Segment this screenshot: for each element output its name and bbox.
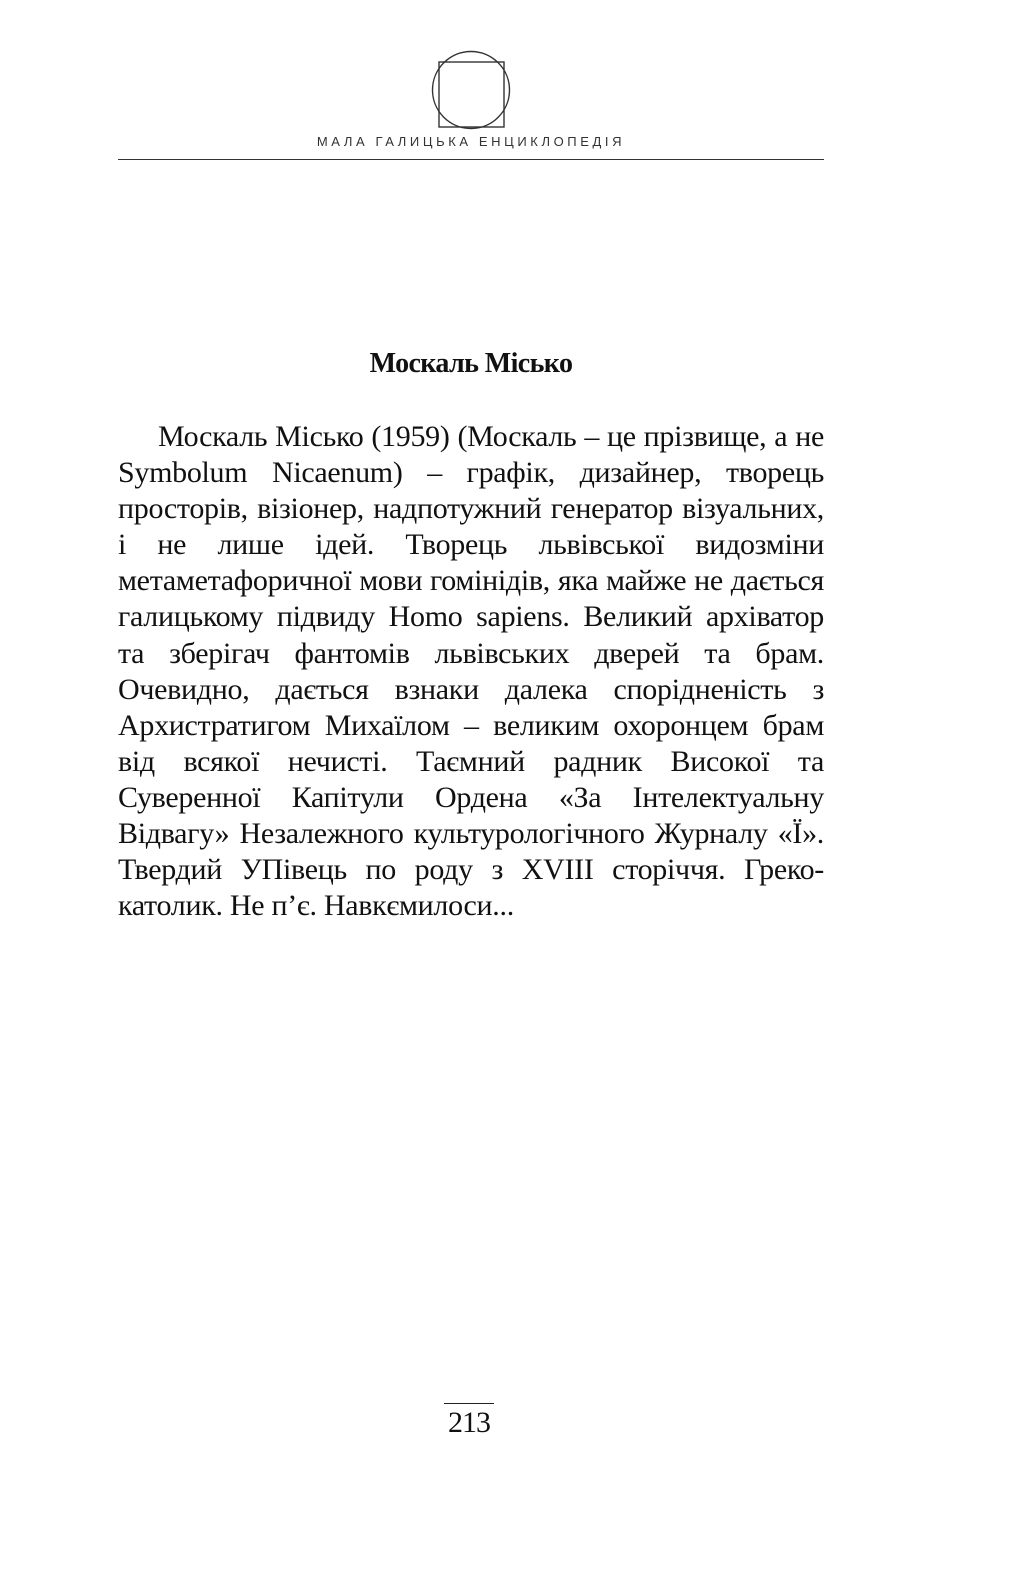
circle-square-emblem-icon <box>431 50 511 130</box>
entry-body: Москаль Місько (1959) (Москаль – це прізвище, а не Symbolum Nicaenum) – графік, дизайнер, творець просторів, візіонер, надпотужний генератор візуальних, і не лише ідей. Творець львівської видозміни метаметафоричної мови гомінідів, яка майже не дається галицькому підвиду Homo sapiens. Великий архіватор та зберігач фантомів львівських дверей та брам. Очевидно, дається взнаки далека спорідненість з Архистратигом Михаїлом – великим охоронцем брам від всякої нечисті. Таємний радник Високої та Суверенної Капітули Ордена «За Інтелектуальну Відвагу» Незалежного культурологічного Журналу «Ї». Твердий УПівець по роду з XVIII сторіччя. Греко-католик. Не п’є. Навкємилоси... <box>118 420 824 923</box>
emblem-circle <box>433 52 510 129</box>
page-number: 213 <box>444 1403 494 1440</box>
emblem-square <box>439 62 504 127</box>
running-head: МАЛА ГАЛИЦЬКА ЕНЦИКЛОПЕДІЯ <box>316 134 626 149</box>
entry-title: Москаль Місько <box>369 348 573 379</box>
header-divider <box>118 159 824 160</box>
